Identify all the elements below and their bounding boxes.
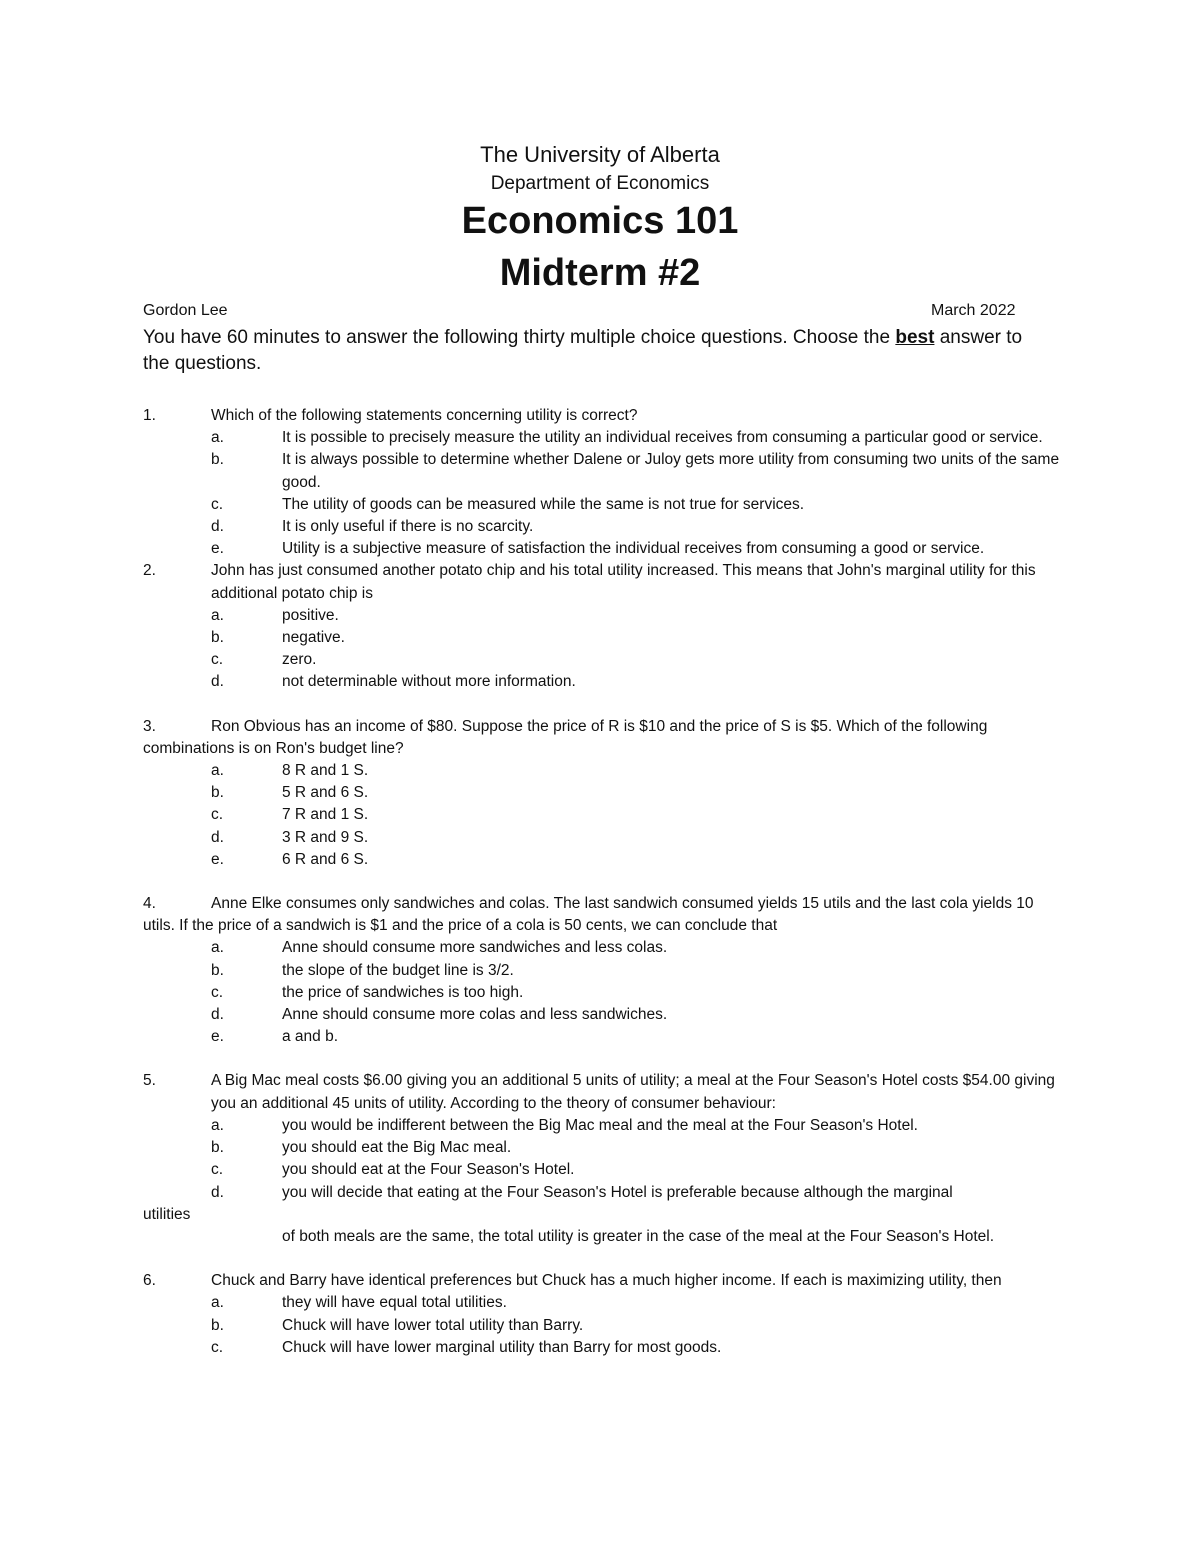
question-text: Chuck and Barry have identical preferences but Chuck has a much higher income. If each is maximizing utility, then	[211, 1272, 1002, 1290]
question-2	[143, 560, 1063, 693]
spacer	[143, 694, 1063, 716]
exam-date: March 2022	[931, 302, 1016, 319]
question-number: 2.	[143, 562, 156, 580]
question-stem	[143, 405, 1063, 427]
option-c	[143, 804, 1063, 826]
option-text: 5 R and 6 S.	[282, 784, 369, 802]
option-text: It is possible to precisely measure the utility an individual receives from consuming a particular good or service.	[282, 429, 1043, 447]
spacer	[143, 1248, 1063, 1270]
option-letter: b.	[211, 451, 224, 469]
option-e	[143, 538, 1063, 560]
option-text: 7 R and 1 S.	[282, 806, 369, 824]
option-letter: c.	[211, 1338, 224, 1356]
question-number: 6.	[143, 1272, 156, 1290]
exam-title: Midterm #2	[499, 252, 701, 294]
instructions	[143, 325, 1043, 377]
option-text: you should eat the Big Mac meal.	[282, 1139, 512, 1157]
option-letter: c.	[211, 495, 224, 513]
instructions-text-end: answer to the questions.	[143, 327, 1023, 374]
option-text: negative.	[282, 629, 345, 647]
question-text: Ron Obvious has an income of $80. Suppose the price of R is $10 and the price of S is $5. Which of the following combinations is on Ron's budget line?	[143, 717, 988, 757]
university-name: The University of Alberta	[480, 142, 720, 167]
question-number: 5.	[143, 1072, 156, 1090]
option-letter: a.	[211, 939, 224, 957]
option-text: you should eat at the Four Season's Hotel.	[282, 1161, 575, 1179]
option-text: not determinable without more information.	[282, 673, 576, 691]
option-text: they will have equal total utilities.	[282, 1294, 507, 1312]
spacer	[143, 871, 1063, 893]
option-e	[143, 1026, 1063, 1048]
option-text: a and b.	[282, 1028, 339, 1046]
option-a	[143, 1292, 1063, 1314]
author-name: Gordon Lee	[143, 302, 228, 319]
question-5	[143, 1070, 1063, 1248]
question-3	[143, 716, 1063, 871]
option-d	[143, 1182, 1063, 1204]
option-text: positive.	[282, 606, 339, 624]
option-c	[143, 1159, 1063, 1181]
option-b	[143, 1137, 1063, 1159]
option-letter: e.	[211, 1028, 224, 1046]
option-letter: b.	[211, 1139, 224, 1157]
option-text: The utility of goods can be measured while the same is not true for services.	[282, 495, 805, 513]
option-d	[143, 516, 1063, 538]
option-letter: d.	[211, 673, 224, 691]
option-text: the price of sandwiches is too high.	[282, 983, 524, 1001]
option-letter: b.	[211, 629, 224, 647]
option-letter: b.	[211, 1316, 224, 1334]
option-text: Anne should consume more sandwiches and less colas.	[282, 939, 668, 957]
option-letter: a.	[211, 429, 224, 447]
option-letter: e.	[211, 540, 224, 558]
option-text: 8 R and 1 S.	[282, 762, 369, 780]
question-6	[143, 1270, 1063, 1359]
question-number: 3.	[143, 717, 156, 735]
question-text: John has just consumed another potato chip and his total utility increased. This means that John's marginal utility for this additional potato chip is	[211, 562, 1036, 602]
question-number: 4.	[143, 895, 156, 913]
option-a	[143, 760, 1063, 782]
question-stem	[143, 560, 1063, 604]
option-letter: d.	[211, 828, 224, 846]
option-letter: a.	[211, 762, 224, 780]
course-title: Economics 101	[461, 200, 739, 242]
department-name: Department of Economics	[490, 173, 710, 194]
option-c	[143, 494, 1063, 516]
option-letter: c.	[211, 806, 224, 824]
option-d-continuation: of both meals are the same, the total utility is greater in the case of the meal at the Four Season's Hotel.	[282, 1227, 995, 1245]
question-text: Anne Elke consumes only sandwiches and colas. The last sandwich consumed yields 15 utils and the last cola yields 10 utils. If the price of a sandwich is $1 and the price of a cola is 50 cents, we can conclude that	[143, 895, 1034, 935]
question-4	[143, 893, 1063, 1048]
option-text: the slope of the budget line is 3/2.	[282, 961, 514, 979]
option-text: It is always possible to determine whether Dalene or Juloy gets more utility from consuming two units of the same good.	[282, 451, 1060, 491]
option-letter: b.	[211, 784, 224, 802]
option-c	[143, 1337, 1063, 1359]
option-letter: a.	[211, 1294, 224, 1312]
option-b	[143, 627, 1063, 649]
option-a	[143, 605, 1063, 627]
option-b	[143, 960, 1063, 982]
option-d	[143, 1004, 1063, 1026]
option-text: you will decide that eating at the Four Season's Hotel is preferable because although the marginal	[282, 1183, 953, 1201]
option-c	[143, 649, 1063, 671]
instructions-text: You have 60 minutes to answer the following thirty multiple choice questions. Choose the	[143, 327, 896, 348]
option-text: Chuck will have lower total utility than Barry.	[282, 1316, 584, 1334]
option-e	[143, 849, 1063, 871]
question-stem	[143, 1270, 1063, 1292]
option-d-wrap: utilities	[143, 1205, 191, 1223]
option-text: Anne should consume more colas and less sandwiches.	[282, 1006, 668, 1024]
option-letter: e.	[211, 850, 224, 868]
option-text: zero.	[282, 651, 317, 669]
option-letter: b.	[211, 961, 224, 979]
question-text: Which of the following statements concerning utility is correct?	[211, 407, 638, 424]
option-text: It is only useful if there is no scarcity.	[282, 518, 534, 536]
option-a	[143, 1115, 1063, 1137]
option-b	[143, 1315, 1063, 1337]
question-number: 1.	[143, 407, 156, 424]
option-letter: d.	[211, 1183, 224, 1201]
option-a	[143, 937, 1063, 959]
option-d	[143, 671, 1063, 693]
option-letter: c.	[211, 983, 224, 1001]
option-letter: d.	[211, 1006, 224, 1024]
question-1	[143, 405, 1063, 560]
option-letter: a.	[211, 606, 224, 624]
question-text: A Big Mac meal costs $6.00 giving you an additional 5 units of utility; a meal at the Four Season's Hotel costs $54.00 giving you an additional 45 units of utility. According to the theory of consumer behaviour:	[211, 1072, 1055, 1112]
option-letter: d.	[211, 518, 224, 536]
question-stem	[143, 1070, 1063, 1114]
option-letter: c.	[211, 1161, 224, 1179]
question-stem	[143, 893, 1063, 937]
spacer	[143, 1048, 1063, 1070]
option-text: you would be indifferent between the Big Mac meal and the meal at the Four Season's Hotel.	[282, 1116, 918, 1134]
option-c	[143, 982, 1063, 1004]
option-text: Utility is a subjective measure of satisfaction the individual receives from consuming a good or service.	[282, 540, 985, 558]
option-text: 6 R and 6 S.	[282, 850, 369, 868]
instructions-emphasis: best	[895, 327, 935, 348]
option-d	[143, 827, 1063, 849]
option-a	[143, 427, 1063, 449]
option-text: 3 R and 9 S.	[282, 828, 369, 846]
option-b	[143, 782, 1063, 804]
option-letter: a.	[211, 1116, 224, 1134]
option-letter: c.	[211, 651, 224, 669]
question-stem	[143, 716, 1063, 760]
option-text: Chuck will have lower marginal utility than Barry for most goods.	[282, 1338, 722, 1356]
option-b	[143, 449, 1063, 493]
question-list	[143, 405, 1063, 1359]
